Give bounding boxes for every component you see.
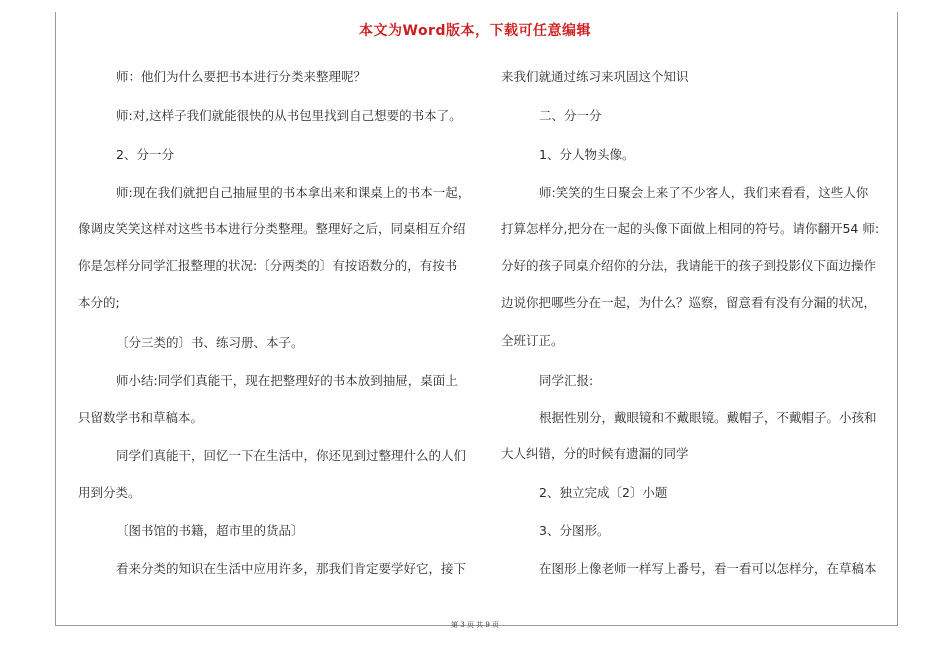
paragraph-line: 用到分类。 <box>78 485 141 500</box>
paragraph-line: 在图形上像老师一样写上番号，看一看可以怎样分，在草稿本 <box>539 561 877 576</box>
paragraph-line: 师:对,这样子我们就能很快的从书包里找到自己想要的书本了。 <box>116 108 462 123</box>
paragraph-line: 师：他们为什么要把书本进行分类来整理呢？ <box>116 69 367 84</box>
paragraph-line: 大人纠错，分的时候有遗漏的同学 <box>501 446 689 461</box>
paragraph-line: 2、独立完成〔2〕小题 <box>539 485 668 500</box>
paragraph-line: 看来分类的知识在生活中应用许多，那我们肯定要学好它，接下 <box>116 561 467 576</box>
paragraph-line: 全班订正。 <box>501 333 564 348</box>
word-version-banner: 本文为Word版本，下载可任意编辑 <box>359 23 591 39</box>
paragraph-line: 打算怎样分,把分在一起的头像下面做上相同的符号。请你翻开54 师: <box>501 221 880 236</box>
paragraph-line: 〔分三类的〕书、练习册、本子。 <box>116 335 304 350</box>
paragraph-line: 同学汇报: <box>539 373 594 388</box>
paragraph-line: 来我们就通过练习来巩固这个知识 <box>501 69 689 84</box>
paragraph-line: 师小结:同学们真能干，现在把整理好的书本放到抽屉，桌面上 <box>116 373 458 388</box>
paragraph-line: 1、分人物头像。 <box>539 147 635 162</box>
paragraph-line: 师:现在我们就把自己抽屉里的书本拿出来和课桌上的书本一起， <box>116 185 471 200</box>
paragraph-line: 像调皮笑笑这样对这些书本进行分类整理。整理好之后，同桌相互介绍 <box>78 221 466 236</box>
paragraph-line: 二、分一分 <box>539 108 602 123</box>
paragraph-line: 你是怎样分同学汇报整理的状况:〔分两类的〕有按语数分的，有按书 <box>78 258 458 273</box>
paragraph-line: 只留数学书和草稿本。 <box>78 410 204 425</box>
paragraph-line: 3、分图形。 <box>539 523 610 538</box>
paragraph-line: 师:笑笑的生日聚会上来了不少客人，我们来看看，这些人你 <box>539 185 869 200</box>
paragraph-line: 本分的; <box>78 295 120 310</box>
page-number: 第 3 页 共 9 页 <box>450 621 500 629</box>
paragraph-line: 根据性别分，戴眼镜和不戴眼镜。戴帽子，不戴帽子。小孩和 <box>539 410 877 425</box>
paragraph-line: 同学们真能干，回忆一下在生活中，你还见到过整理什么的人们 <box>116 448 467 463</box>
paragraph-line: 2、分一分 <box>116 147 174 162</box>
paragraph-line: 边说你把哪些分在一起，为什么？巡察，留意看有没有分漏的状况， <box>501 295 877 310</box>
paragraph-line: 分好的孩子同桌介绍你的分法，我请能干的孩子到投影仪下面边操作 <box>501 258 877 273</box>
paragraph-line: 〔图书馆的书籍，超市里的货品〕 <box>116 523 304 538</box>
